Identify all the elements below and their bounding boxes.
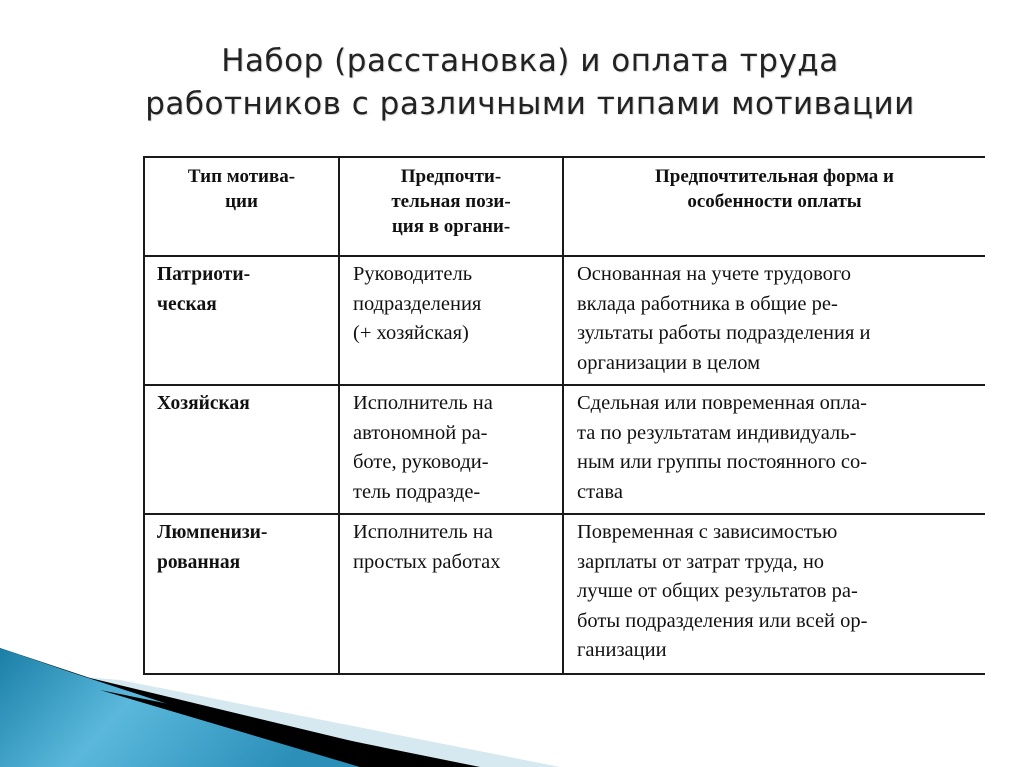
- header-motivation-type: Тип мотива- ции: [144, 157, 339, 256]
- cell-payment: Основанная на учете трудового вклада работника в общие ре- зультаты работы подразделения и организации в целом: [563, 256, 985, 385]
- motivation-table: [143, 156, 985, 675]
- cell-type: Люмпенизи- рованная: [144, 514, 339, 674]
- table-row: [144, 514, 985, 674]
- table-row: [144, 256, 985, 385]
- cell-position: Исполнитель на простых работах: [339, 514, 563, 674]
- cell-payment: Сдельная или повременная опла- та по результатам индивидуаль- ным или группы постоянного со- става: [563, 385, 985, 514]
- cell-payment: Повременная с зависимостью зарплаты от затрат труда, но лучше от общих результатов ра- боты подразделения или всей ор- ганизации: [563, 514, 985, 674]
- slide-title: [100, 40, 960, 126]
- cell-type: Хозяйская: [144, 385, 339, 514]
- slide-title-line-2: работников с различными типами мотивации: [145, 86, 915, 122]
- header-preferred-position: Предпочти- тельная пози- ция в органи-: [339, 157, 563, 256]
- cell-type: Патриоти- ческая: [144, 256, 339, 385]
- table-row: [144, 385, 985, 514]
- cell-position: Руководитель подразделения (+ хозяйская): [339, 256, 563, 385]
- cell-position: Исполнитель на автономной ра- боте, руководи- тель подразде-: [339, 385, 563, 514]
- table-header-row: [144, 157, 985, 256]
- slide-title-line-1: Набор (расстановка) и оплата труда: [221, 43, 839, 79]
- header-payment-form: Предпочтительная форма и особенности оплаты: [563, 157, 985, 256]
